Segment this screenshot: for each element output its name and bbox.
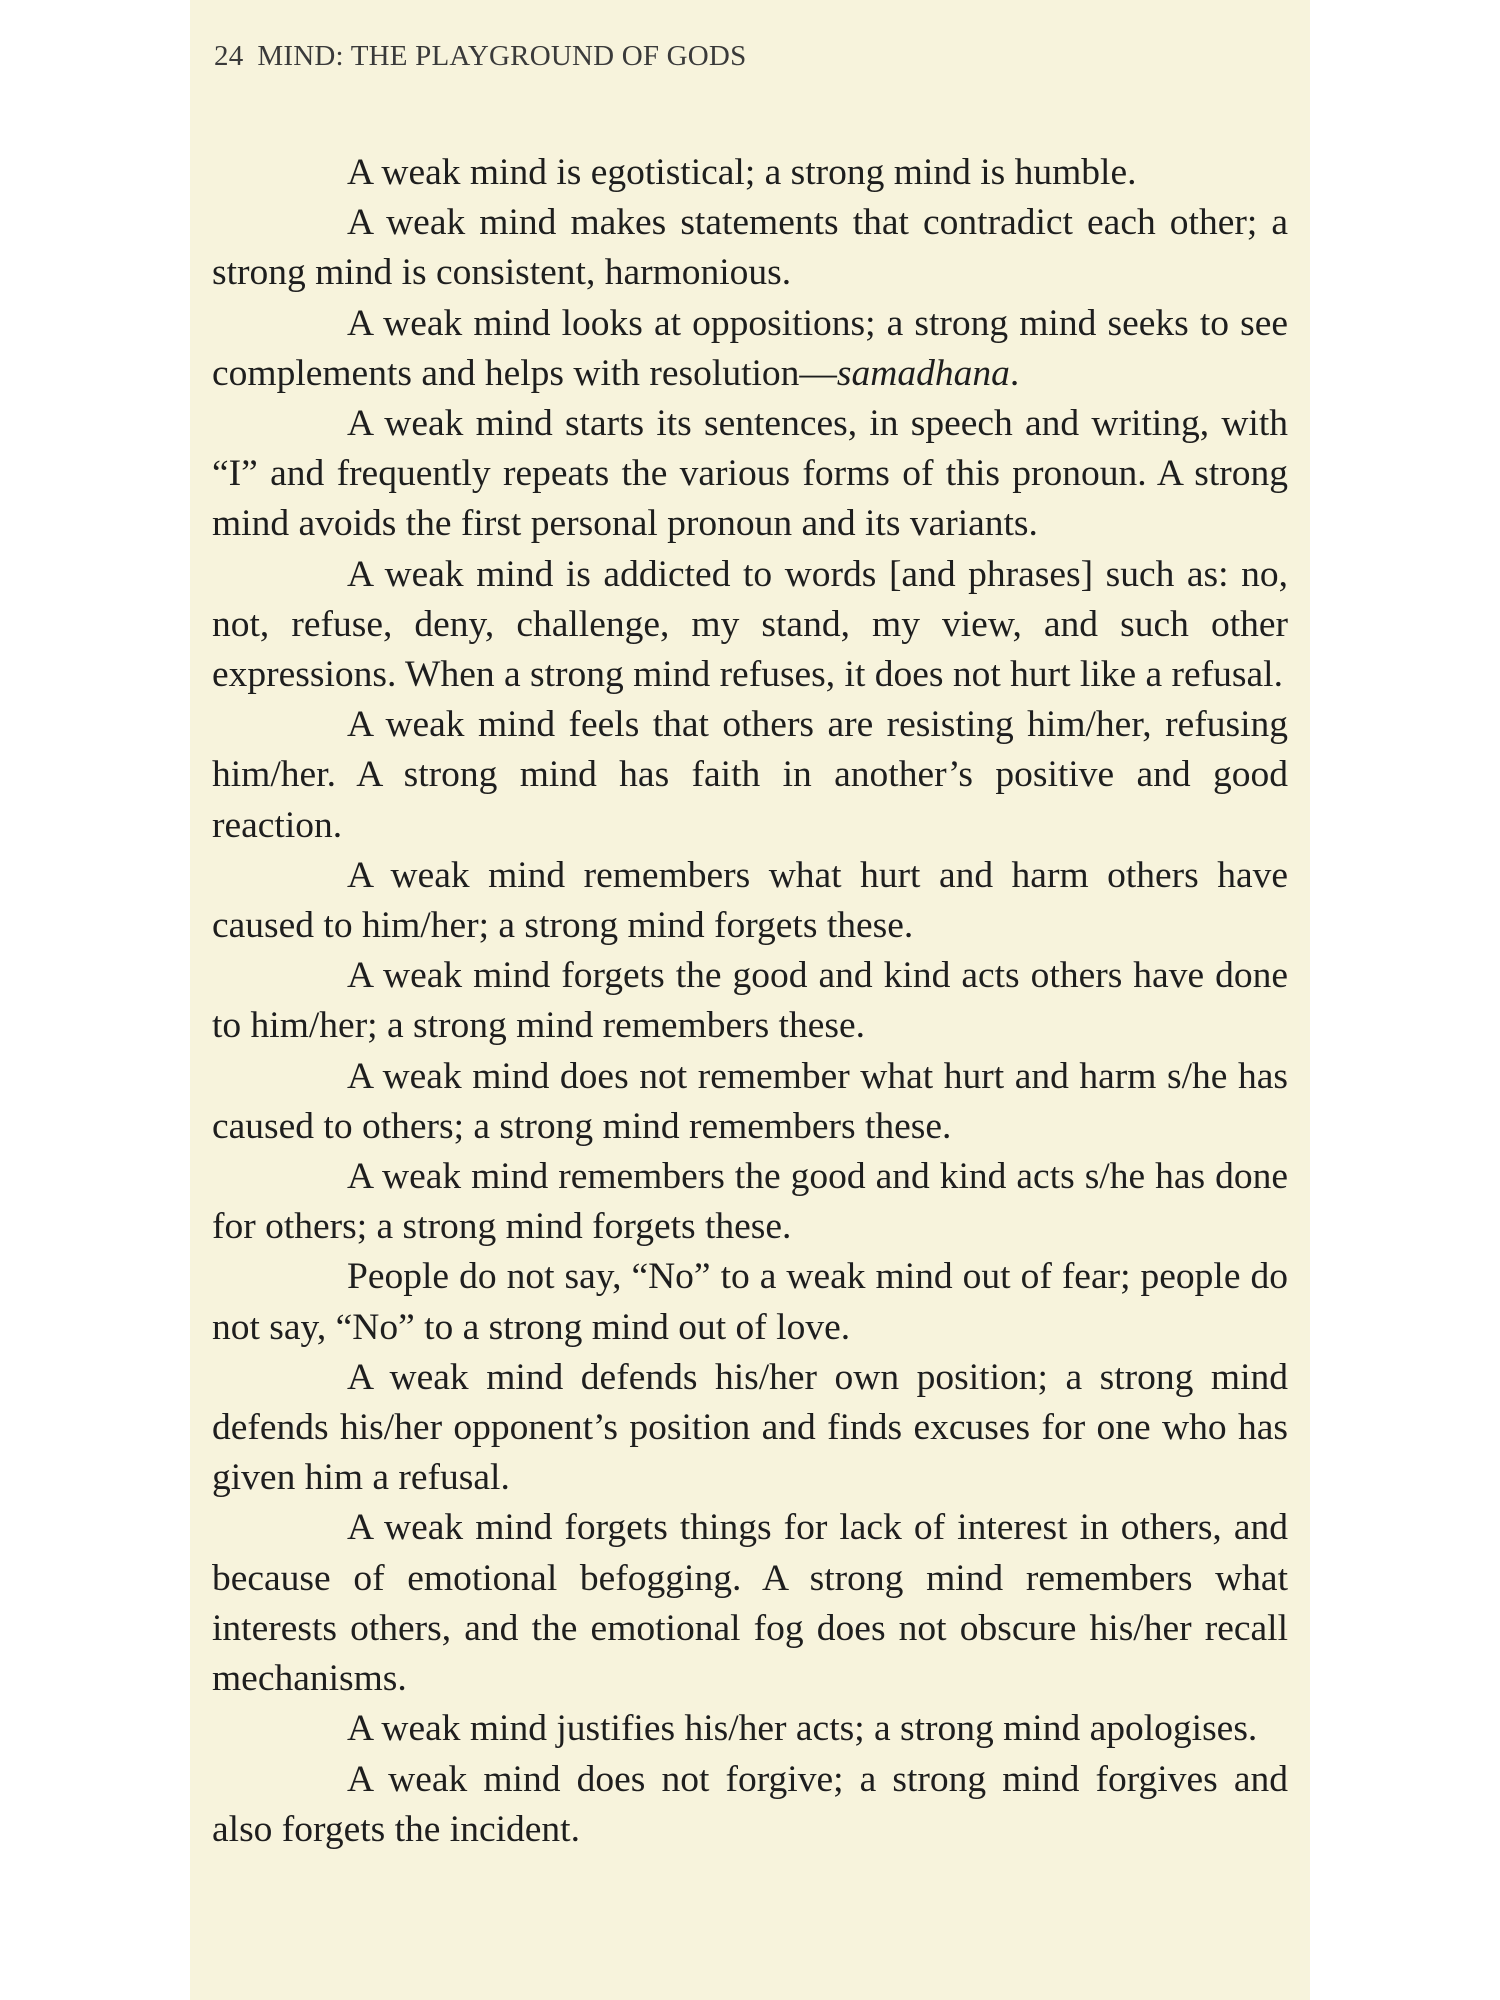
- paragraph: A weak mind justifies his/her acts; a strong mind apologises.: [347, 1708, 1258, 1750]
- italic-term: samadhana: [836, 352, 1010, 394]
- paragraph: A weak mind makes statements that contradict each other; a strong mind is consistent, harmonious.: [212, 202, 1288, 294]
- paragraph: A weak mind starts its sentences, in speech and writing, with “I” and frequently repeats the various forms of this pronoun. A strong mind avoids the first personal pronoun and its variants.: [212, 403, 1288, 545]
- paragraph: A weak mind does not remember what hurt and harm s/he has caused to others; a strong mind remembers these.: [212, 1055, 1288, 1147]
- paragraph-text: A weak mind looks at oppositions; a strong mind seeks to see complements and helps with resolution—: [212, 302, 1288, 394]
- paragraph: A weak mind does not forgive; a strong mind forgives and also forgets the incident.: [212, 1758, 1288, 1850]
- paragraph: People do not say, “No” to a weak mind out of fear; people do not say, “No” to a strong mind out of love.: [212, 1256, 1288, 1348]
- paragraph: [212, 299, 1288, 399]
- paragraph: A weak mind remembers what hurt and harm others have caused to him/her; a strong mind forgets these.: [212, 854, 1288, 947]
- body-text: [212, 148, 1288, 1855]
- paragraph: A weak mind forgets things for lack of interest in others, and because of emotional befogging. A strong mind remembers what interests others, and the emotional fog does not obscure his/her recall mechanisms.: [212, 1507, 1288, 1700]
- paragraph-end: .: [1009, 352, 1020, 394]
- paragraph: A weak mind is addicted to words [and phrases] such as: no, not, refuse, deny, challenge, my stand, my view, and such other expressions. When a strong mind refuses, it does not hurt like a refusal.: [212, 553, 1288, 696]
- paragraph: A weak mind forgets the good and kind acts others have done to him/her; a strong mind remembers these.: [212, 955, 1288, 1047]
- page-number: 24: [214, 40, 244, 72]
- running-head: [214, 40, 746, 73]
- running-head-title: MIND: THE PLAYGROUND OF GODS: [257, 40, 747, 72]
- paragraph: A weak mind is egotistical; a strong mind is humble.: [347, 152, 1137, 193]
- paragraph: A weak mind feels that others are resisting him/her, refusing him/her. A strong mind has faith in another’s positive and good reaction.: [212, 704, 1288, 846]
- paragraph: A weak mind remembers the good and kind acts s/he has done for others; a strong mind forgets these.: [212, 1156, 1288, 1248]
- paragraph: A weak mind defends his/her own position; a strong mind defends his/her opponent’s position and finds excuses for one who has given him a refusal.: [212, 1356, 1288, 1499]
- book-page: [190, 0, 1310, 2000]
